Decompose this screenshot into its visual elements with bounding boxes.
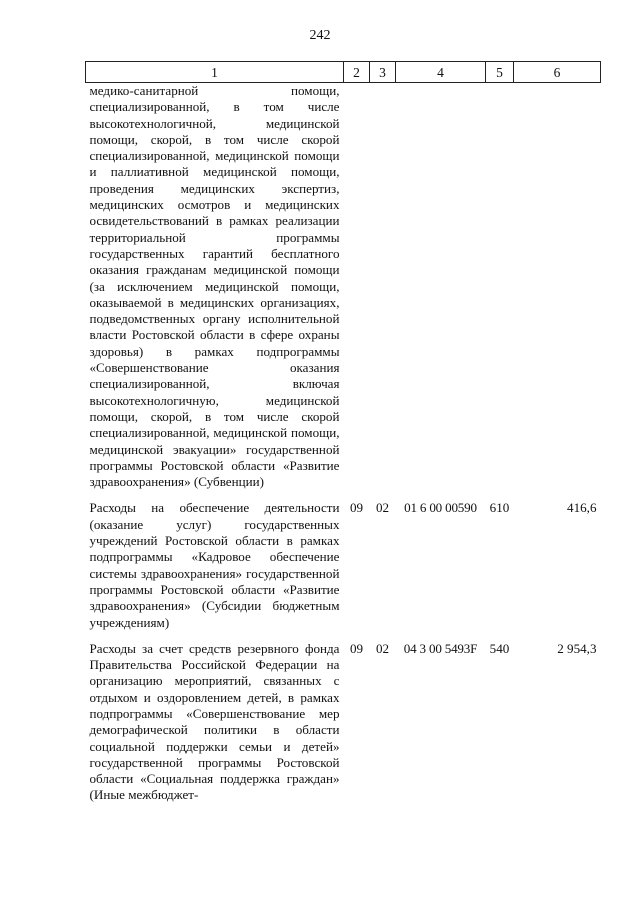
row-subsection: 02 — [375, 640, 390, 656]
row-description: Расходы на обеспечение деятельности (оказание услуг) государственных учреждений Ростовской области в рамках подпрограммы «Кадровое обеспечение системы здравоохранения» государственной программы Ростовской области «Развитие здравоохранения» (Субсидии бюджетным учреждениям) — [89, 500, 340, 630]
row-section: 09 — [349, 640, 364, 656]
row-expense-type — [486, 83, 514, 491]
table-header-row — [86, 62, 601, 83]
row-description: Расходы за счет средств резервного фонда Правительства Российской Федерации на организацию мероприятий, связанных с отдыхом и оздоровлением детей, в рамках подпрограммы «Совершенствование мер демографической политики в области социальной поддержки семьи и детей» государственной программы Ростовской области «Социальная поддержка граждан» (Иные межбюджет- — [89, 640, 340, 803]
header-col-5: 5 — [486, 62, 514, 83]
row-section — [344, 83, 370, 491]
header-col-4: 4 — [396, 62, 486, 83]
row-description: медико-санитарной помощи, специализированной, в том числе высокотехнологичной, медицинской помощи, скорой, в том числе скорой специализированной, медицинской помощи и паллиативной медицинской помощи, проведения медицинских экспертиз, медицинских осмотров и медицинских освидетельствований в рамках реализации территориальной программы государственных гарантий бесплатного оказания гражданам медицинской помощи (за исключением медицинской помощи, оказываемой в медицинских организациях, подведомственных органу исполнительной власти Ростовской области в сфере охраны здоровья) в рамках подпрограммы «Совершенствование оказания специализированной, включая высокотехнологичную, медицинской помощи, скорой, в том числе скорой специализированной, медицинской помощи, медицинской эвакуации» государственной программы Ростовской области «Развитие здравоохранения» (Субвенции) — [89, 83, 340, 490]
row-amount: 416,6 — [567, 500, 597, 516]
row-amount — [514, 83, 601, 491]
budget-table — [85, 61, 601, 804]
row-section: 09 — [349, 500, 364, 516]
row-target-code — [396, 83, 486, 491]
page-number: 242 — [309, 28, 331, 43]
row-subsection — [370, 83, 396, 491]
header-col-6: 6 — [514, 62, 601, 83]
row-subsection: 02 — [375, 500, 390, 516]
header-col-3: 3 — [370, 62, 396, 83]
row-target-code: 04 3 00 5493F — [403, 640, 478, 656]
header-col-1: 1 — [86, 62, 344, 83]
row-target-code: 01 6 00 00590 — [404, 500, 477, 516]
table-row — [86, 490, 601, 630]
table-row — [86, 631, 601, 804]
header-col-2: 2 — [344, 62, 370, 83]
table-row — [86, 83, 601, 491]
row-amount: 2 954,3 — [557, 640, 597, 656]
row-expense-type: 540 — [489, 640, 510, 656]
row-expense-type: 610 — [489, 500, 510, 516]
